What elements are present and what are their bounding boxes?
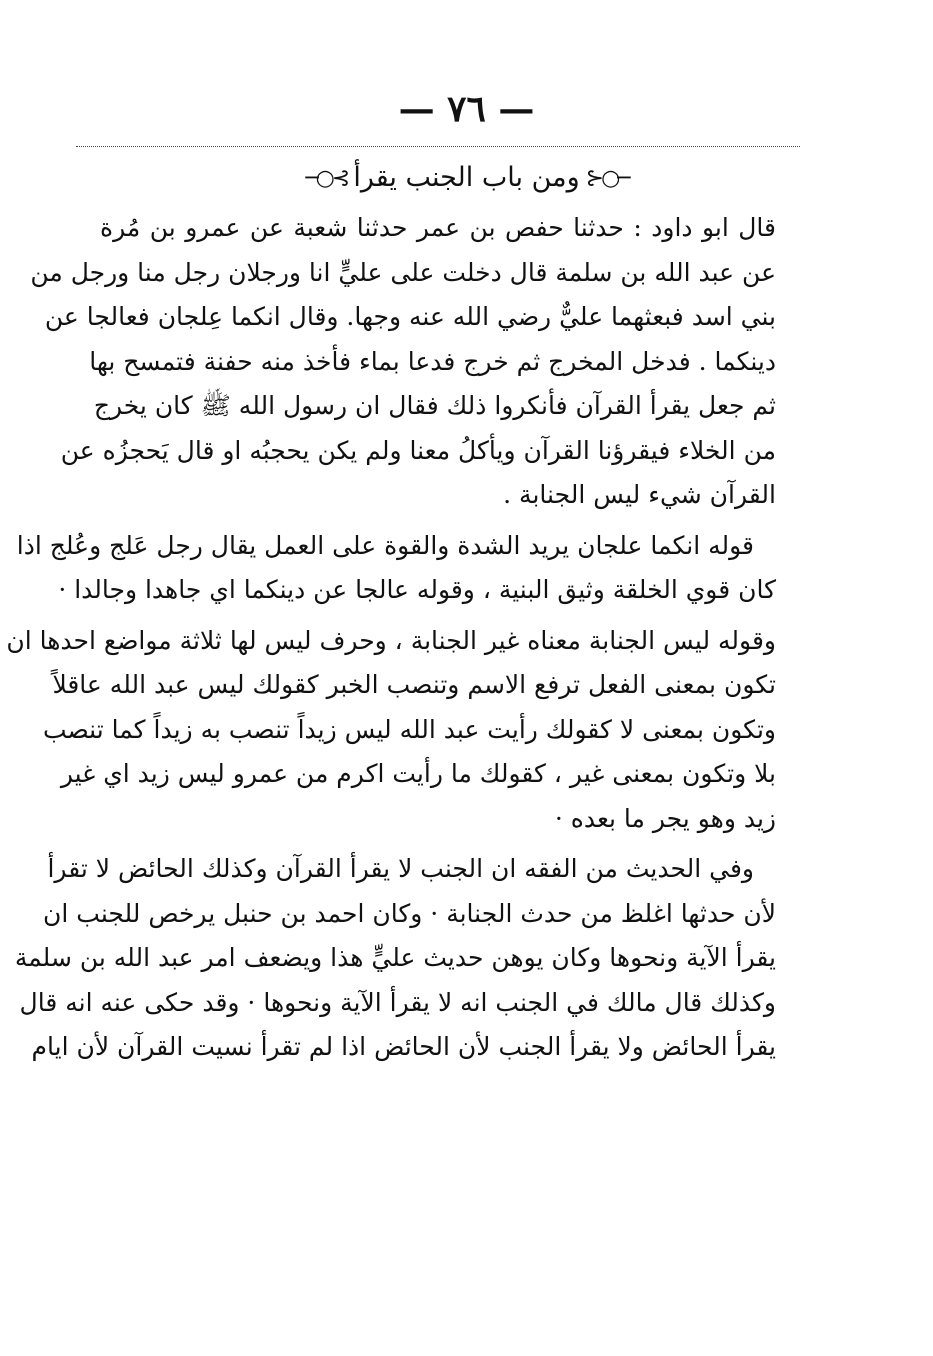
text-line: من الخلاء فيقرؤنا القرآن ويأكلُ معنا ولم يكن يحجبُه او قال يَحجزُه عن bbox=[60, 435, 776, 465]
header-dotted-rule bbox=[76, 146, 800, 147]
ornament-right-icon: ─○⊰ bbox=[585, 165, 628, 191]
text-line: وتكون بمعنى لا كقولك رأيت عبد الله ليس زيداً تنصب به زيداً كما تنصب bbox=[42, 714, 776, 744]
text-line: دينكما . فدخل المخرج ثم خرج فدعا بماء فأخذ منه حفنة فتمسح بها bbox=[89, 346, 776, 376]
paragraph-fiqh bbox=[14, 847, 776, 1070]
chapter-title: ومن باب الجنب يقرأ bbox=[353, 162, 580, 193]
text-line: وكذلك قال مالك في الجنب انه لا يقرأ الآية ونحوها · وقد حكى عنه انه قال bbox=[19, 987, 776, 1017]
text-line: لأن حدثها اغلظ من حدث الجنابة · وكان احمد بن حنبل يرخص للجنب ان bbox=[43, 898, 776, 928]
text-line: بني اسد فبعثهما عليٌّ رضي الله عنه وجها. وقال انكما عِلجان فعالجا عن bbox=[44, 302, 776, 331]
paragraph-hadith bbox=[30, 206, 776, 518]
text-line: يقرأ الآية ونحوها وكان يوهن حديث عليٍّ هذا ويضعف امر عبد الله بن سلمة bbox=[14, 943, 776, 972]
text-line: القرآن شيء ليس الجنابة . bbox=[503, 480, 776, 509]
text-line: عن عبد الله بن سلمة قال دخلت على عليٍّ انا ورجلان رجل منا ورجل من bbox=[30, 257, 776, 287]
text-line: قال ابو داود : حدثنا حفص بن عمر حدثنا شعبة عن عمرو بن مُرة bbox=[100, 213, 776, 242]
text-line: وفي الحديث من الفقه ان الجنب لا يقرأ القرآن وكذلك الحائض لا تقرأ bbox=[47, 854, 754, 883]
chapter-heading bbox=[0, 156, 933, 201]
text-line: قوله انكما علجان يريد الشدة والقوة على العمل يقال رجل عَلج وعُلج اذا bbox=[16, 530, 754, 560]
body-text bbox=[6, 206, 776, 1070]
text-line: بلا وتكون بمعنى غير ، كقولك ما رأيت اكرم من عمرو ليس زيد اي غير bbox=[60, 759, 776, 788]
text-line: يقرأ الحائض ولا يقرأ الجنب لأن الحائض اذا لم تقرأ نسيت القرآن لأن ايام bbox=[31, 1032, 776, 1061]
paragraph-explanation-ilj bbox=[16, 524, 776, 613]
text-line: ثم جعل يقرأ القرآن فأنكروا ذلك فقال ان رسول الله ﷺ كان يخرج bbox=[93, 391, 776, 420]
page-number: — ٧٦ — bbox=[398, 88, 535, 130]
text-line: تكون بمعنى الفعل ترفع الاسم وتنصب الخبر كقولك ليس عبد الله عاقلاً bbox=[52, 670, 776, 699]
text-line: زيد وهو يجر ما بعده · bbox=[554, 803, 776, 833]
ornament-left-icon: ⊱○─ bbox=[305, 165, 348, 191]
text-line: كان قوي الخلقة وثيق البنية ، وقوله عالجا عن دينكما اي جاهدا وجالدا · bbox=[58, 575, 776, 604]
paragraph-explanation-laysa bbox=[6, 619, 776, 842]
text-line: وقوله ليس الجنابة معناه غير الجنابة ، وحرف ليس لها ثلاثة مواضع احدها ان bbox=[6, 625, 776, 655]
